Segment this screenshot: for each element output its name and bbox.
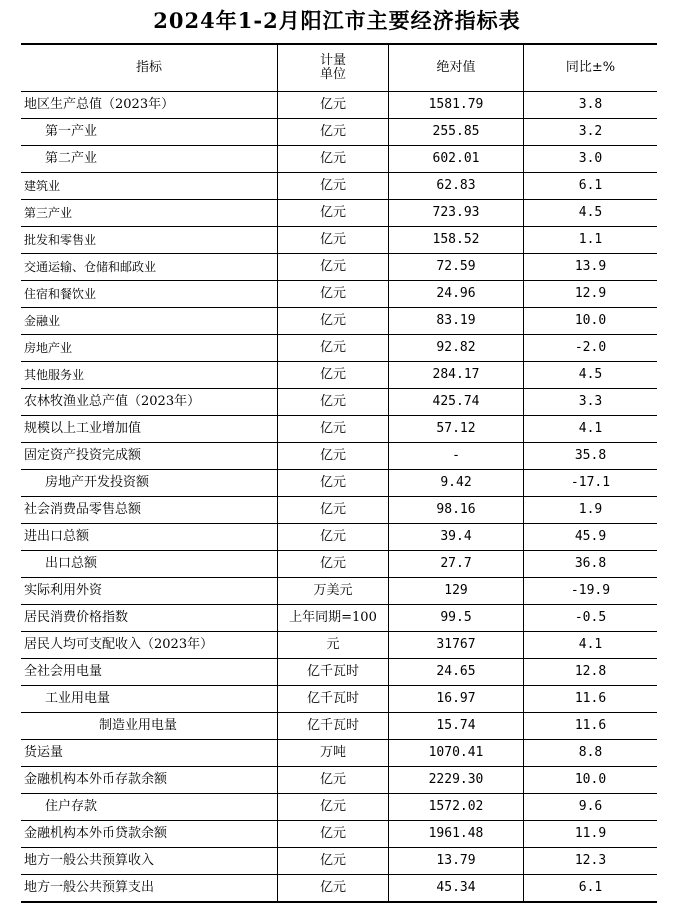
table-row — [21, 335, 657, 362]
indicator-name — [21, 335, 278, 362]
header-unit-line2: 单位 — [319, 67, 346, 82]
indicator-label: 出口总额 — [45, 556, 98, 571]
unit-cell: 亿元 — [278, 416, 389, 443]
indicator-name — [21, 659, 278, 686]
yoy-cell: 4.1 — [524, 632, 658, 659]
value-cell: 1581.79 — [389, 92, 524, 119]
table-row — [21, 497, 657, 524]
yoy-cell: -0.5 — [524, 605, 658, 632]
yoy-cell: 4.5 — [524, 200, 658, 227]
value-cell: 9.42 — [389, 470, 524, 497]
table-body — [21, 92, 657, 903]
value-cell: 31767 — [389, 632, 524, 659]
value-cell: 92.82 — [389, 335, 524, 362]
table-row — [21, 605, 657, 632]
indicator-label: 全社会用电量 — [24, 664, 103, 679]
value-cell: - — [389, 443, 524, 470]
value-cell: 1572.02 — [389, 794, 524, 821]
table-row — [21, 92, 657, 119]
value-cell: 255.85 — [389, 119, 524, 146]
indicator-label: 制造业用电量 — [99, 718, 178, 733]
value-cell: 99.5 — [389, 605, 524, 632]
yoy-cell: 6.1 — [524, 173, 658, 200]
unit-cell: 亿元 — [278, 470, 389, 497]
table-row — [21, 551, 657, 578]
yoy-cell: 11.6 — [524, 686, 658, 713]
value-cell: 1961.48 — [389, 821, 524, 848]
value-cell: 2229.30 — [389, 767, 524, 794]
yoy-cell: 45.9 — [524, 524, 658, 551]
table-row — [21, 200, 657, 227]
indicator-name — [21, 281, 278, 308]
indicator-label: 居民消费价格指数 — [24, 610, 129, 625]
yoy-cell: -19.9 — [524, 578, 658, 605]
indicator-label: 地区生产总值（2023年） — [24, 97, 175, 112]
indicator-name — [21, 524, 278, 551]
value-cell: 83.19 — [389, 308, 524, 335]
header-yoy: 同比±% — [524, 44, 658, 92]
unit-cell: 亿千瓦时 — [278, 713, 389, 740]
value-cell: 1070.41 — [389, 740, 524, 767]
unit-cell: 亿元 — [278, 848, 389, 875]
indicator-label: 其他服务业 — [24, 367, 85, 382]
indicator-name — [21, 713, 278, 740]
indicator-name — [21, 254, 278, 281]
indicator-label: 住户存款 — [45, 799, 98, 814]
indicator-name — [21, 767, 278, 794]
yoy-cell: 4.5 — [524, 362, 658, 389]
value-cell: 129 — [389, 578, 524, 605]
yoy-cell: 3.0 — [524, 146, 658, 173]
indicator-name — [21, 632, 278, 659]
unit-cell: 元 — [278, 632, 389, 659]
unit-cell: 亿元 — [278, 200, 389, 227]
value-cell: 27.7 — [389, 551, 524, 578]
unit-cell: 亿千瓦时 — [278, 686, 389, 713]
yoy-cell: 12.3 — [524, 848, 658, 875]
yoy-cell: 3.3 — [524, 389, 658, 416]
indicator-label: 货运量 — [24, 745, 64, 760]
value-cell: 24.96 — [389, 281, 524, 308]
table-row — [21, 362, 657, 389]
indicator-name — [21, 740, 278, 767]
table-row — [21, 119, 657, 146]
indicator-label: 批发和零售业 — [24, 232, 97, 247]
yoy-cell: 8.8 — [524, 740, 658, 767]
unit-cell: 上年同期=100 — [278, 605, 389, 632]
table-row — [21, 794, 657, 821]
unit-cell: 亿元 — [278, 551, 389, 578]
value-cell: 13.79 — [389, 848, 524, 875]
unit-cell: 亿元 — [278, 875, 389, 903]
indicator-name — [21, 551, 278, 578]
value-cell: 723.93 — [389, 200, 524, 227]
unit-cell: 亿千瓦时 — [278, 659, 389, 686]
table-row — [21, 632, 657, 659]
indicator-name — [21, 416, 278, 443]
value-cell: 24.65 — [389, 659, 524, 686]
indicator-name — [21, 119, 278, 146]
indicator-label: 地方一般公共预算支出 — [24, 880, 155, 895]
yoy-cell: 1.9 — [524, 497, 658, 524]
value-cell: 45.34 — [389, 875, 524, 903]
unit-cell: 亿元 — [278, 254, 389, 281]
table-header-row — [21, 44, 657, 92]
unit-cell: 亿元 — [278, 443, 389, 470]
yoy-cell: -17.1 — [524, 470, 658, 497]
value-cell: 425.74 — [389, 389, 524, 416]
table-row — [21, 713, 657, 740]
table-row — [21, 821, 657, 848]
indicator-label: 规模以上工业增加值 — [24, 421, 142, 436]
indicator-label: 交通运输、仓储和邮政业 — [24, 259, 157, 274]
value-cell: 284.17 — [389, 362, 524, 389]
table-row — [21, 254, 657, 281]
table-row — [21, 686, 657, 713]
unit-cell: 亿元 — [278, 335, 389, 362]
unit-cell: 亿元 — [278, 524, 389, 551]
table-row — [21, 389, 657, 416]
unit-cell: 万美元 — [278, 578, 389, 605]
value-cell: 57.12 — [389, 416, 524, 443]
yoy-cell: -2.0 — [524, 335, 658, 362]
indicator-label: 固定资产投资完成额 — [24, 448, 142, 463]
unit-cell: 亿元 — [278, 146, 389, 173]
indicator-name — [21, 848, 278, 875]
table-row — [21, 416, 657, 443]
header-unit-line1: 计量 — [319, 53, 346, 68]
yoy-cell: 36.8 — [524, 551, 658, 578]
unit-cell: 亿元 — [278, 362, 389, 389]
indicator-label: 金融机构本外币存款余额 — [24, 772, 168, 787]
unit-cell: 亿元 — [278, 308, 389, 335]
yoy-cell: 11.6 — [524, 713, 658, 740]
table-row — [21, 308, 657, 335]
table-row — [21, 443, 657, 470]
indicator-name — [21, 578, 278, 605]
indicator-label: 建筑业 — [24, 178, 61, 193]
indicator-name — [21, 173, 278, 200]
indicator-label: 社会消费品零售总额 — [24, 502, 142, 517]
table-row — [21, 659, 657, 686]
unit-cell: 亿元 — [278, 767, 389, 794]
indicator-name — [21, 875, 278, 903]
indicator-label: 第二产业 — [45, 151, 98, 166]
value-cell: 62.83 — [389, 173, 524, 200]
indicator-label: 地方一般公共预算收入 — [24, 853, 155, 868]
value-cell: 98.16 — [389, 497, 524, 524]
indicator-name — [21, 308, 278, 335]
indicator-name — [21, 146, 278, 173]
unit-cell: 亿元 — [278, 281, 389, 308]
indicator-name — [21, 227, 278, 254]
unit-cell: 万吨 — [278, 740, 389, 767]
indicator-label: 第一产业 — [45, 124, 98, 139]
unit-cell: 亿元 — [278, 173, 389, 200]
table-row — [21, 227, 657, 254]
value-cell: 158.52 — [389, 227, 524, 254]
header-indicator: 指标 — [21, 44, 278, 92]
page-title: 2024年1-2月阳江市主要经济指标表 — [153, 8, 521, 33]
yoy-cell: 3.2 — [524, 119, 658, 146]
indicator-label: 农林牧渔业总产值（2023年） — [24, 394, 201, 409]
value-cell: 15.74 — [389, 713, 524, 740]
table-row — [21, 875, 657, 903]
header-unit — [278, 44, 389, 92]
yoy-cell: 6.1 — [524, 875, 658, 903]
unit-cell: 亿元 — [278, 389, 389, 416]
table-row — [21, 281, 657, 308]
indicator-table — [21, 43, 657, 903]
unit-cell: 亿元 — [278, 227, 389, 254]
indicator-label: 金融业 — [24, 313, 61, 328]
yoy-cell: 12.9 — [524, 281, 658, 308]
table-row — [21, 524, 657, 551]
table-row — [21, 740, 657, 767]
indicator-name — [21, 497, 278, 524]
yoy-cell: 12.8 — [524, 659, 658, 686]
indicator-label: 住宿和餐饮业 — [24, 286, 97, 301]
indicator-label: 金融机构本外币贷款余额 — [24, 826, 168, 841]
indicator-label: 房地产业 — [24, 340, 73, 355]
indicator-name — [21, 605, 278, 632]
table-row — [21, 470, 657, 497]
indicator-label: 居民人均可支配收入（2023年） — [24, 637, 214, 652]
unit-cell: 亿元 — [278, 92, 389, 119]
yoy-cell: 9.6 — [524, 794, 658, 821]
yoy-cell: 3.8 — [524, 92, 658, 119]
unit-cell: 亿元 — [278, 119, 389, 146]
value-cell: 72.59 — [389, 254, 524, 281]
indicator-label: 房地产开发投资额 — [45, 475, 150, 490]
indicator-label: 工业用电量 — [45, 691, 111, 706]
table-row — [21, 578, 657, 605]
value-cell: 16.97 — [389, 686, 524, 713]
indicator-name — [21, 686, 278, 713]
value-cell: 39.4 — [389, 524, 524, 551]
indicator-label: 进出口总额 — [24, 529, 90, 544]
yoy-cell: 13.9 — [524, 254, 658, 281]
yoy-cell: 10.0 — [524, 308, 658, 335]
indicator-name — [21, 470, 278, 497]
indicator-label: 实际利用外资 — [24, 583, 103, 598]
indicator-name — [21, 92, 278, 119]
yoy-cell: 35.8 — [524, 443, 658, 470]
table-row — [21, 848, 657, 875]
yoy-cell: 10.0 — [524, 767, 658, 794]
indicator-name — [21, 443, 278, 470]
indicator-name — [21, 794, 278, 821]
indicator-name — [21, 362, 278, 389]
table-row — [21, 173, 657, 200]
indicator-name — [21, 389, 278, 416]
unit-cell: 亿元 — [278, 794, 389, 821]
indicator-name — [21, 200, 278, 227]
indicator-name — [21, 821, 278, 848]
unit-cell: 亿元 — [278, 821, 389, 848]
yoy-cell: 4.1 — [524, 416, 658, 443]
yoy-cell: 1.1 — [524, 227, 658, 254]
table-row — [21, 146, 657, 173]
table-row — [21, 767, 657, 794]
indicator-label: 第三产业 — [24, 205, 73, 220]
header-value: 绝对值 — [389, 44, 524, 92]
yoy-cell: 11.9 — [524, 821, 658, 848]
value-cell: 602.01 — [389, 146, 524, 173]
unit-cell: 亿元 — [278, 497, 389, 524]
